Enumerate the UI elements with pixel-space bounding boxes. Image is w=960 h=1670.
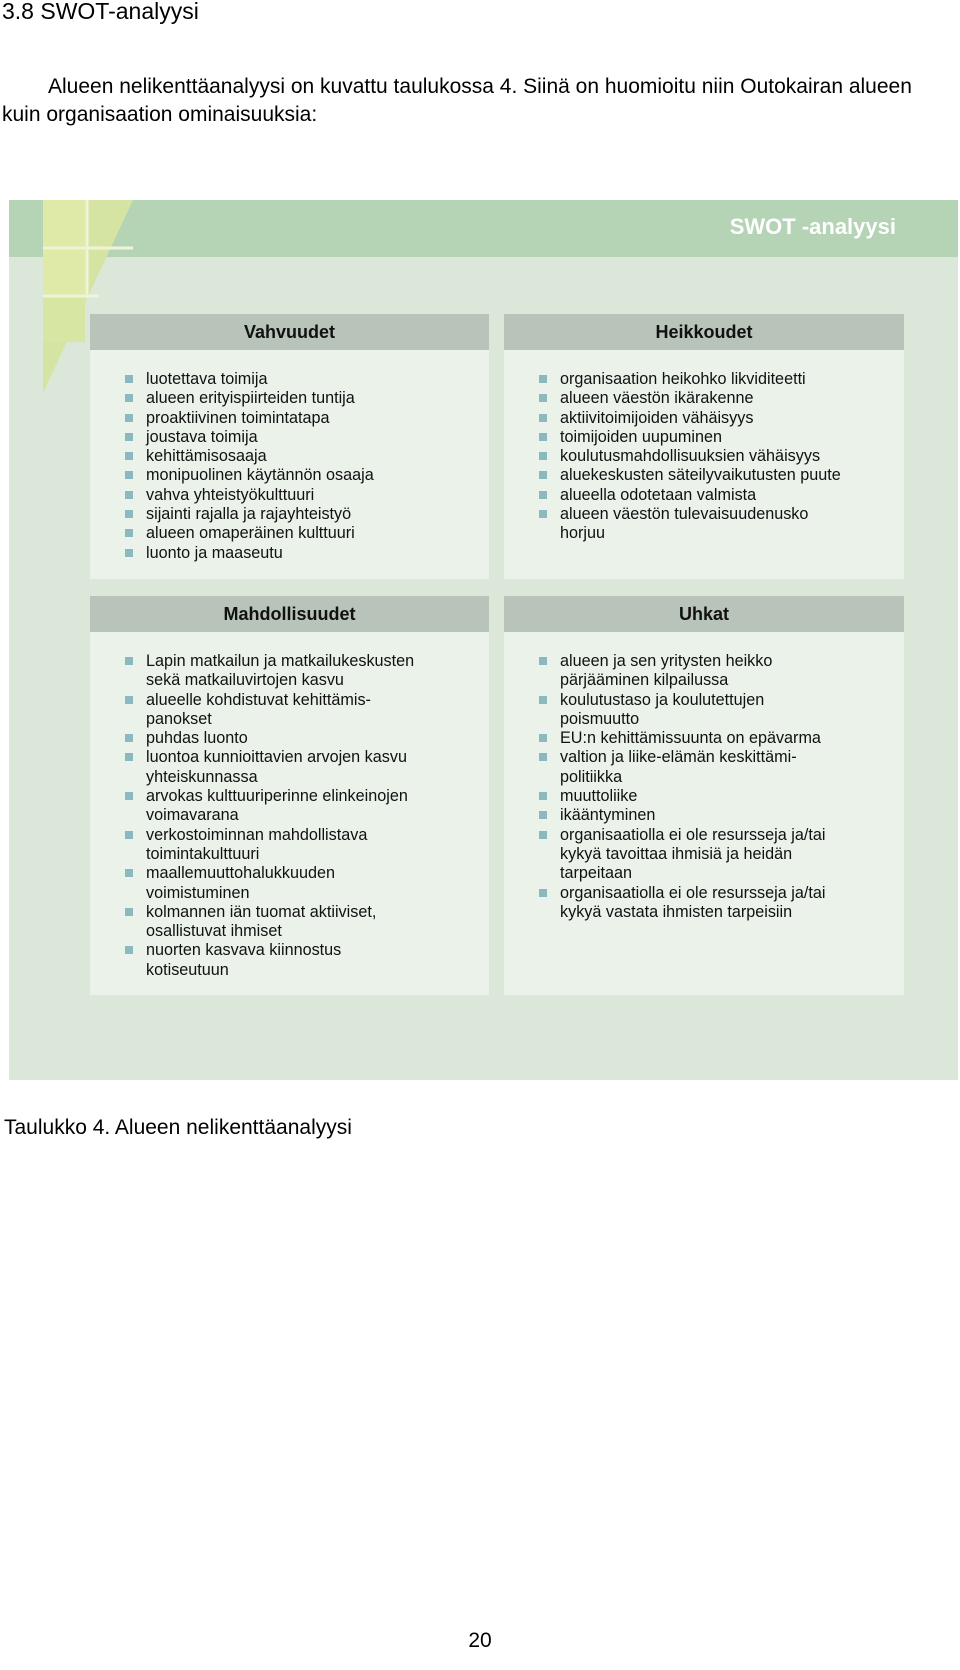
- threats-list: [504, 632, 904, 922]
- list-item: alueelle kohdistuvat kehittämis-panokset: [146, 691, 425, 730]
- swot-figure: [9, 200, 958, 1080]
- list-item: sijainti rajalla ja rajayhteistyö: [146, 505, 479, 524]
- opportunities-box: [90, 596, 489, 995]
- weaknesses-header: Heikkoudet: [504, 314, 904, 350]
- threats-header: Uhkat: [504, 596, 904, 632]
- list-item: luontoa kunnioittavien arvojen kasvu yhteiskunnassa: [146, 748, 425, 787]
- list-item: alueella odotetaan valmista: [560, 486, 844, 505]
- table-caption: Taulukko 4. Alueen nelikenttäanalyysi: [4, 1116, 352, 1139]
- list-item: alueen väestön ikärakenne: [560, 389, 844, 408]
- list-item: vahva yhteistyökulttuuri: [146, 486, 479, 505]
- list-item: aluekeskusten säteilyvaikutusten puute: [560, 466, 844, 485]
- list-item: puhdas luonto: [146, 729, 425, 748]
- list-item: verkostoiminnan mahdollistava toimintakulttuuri: [146, 826, 425, 865]
- weaknesses-list: [504, 350, 904, 544]
- list-item: luonto ja maaseutu: [146, 544, 479, 563]
- weaknesses-box: [504, 314, 904, 579]
- list-item: monipuolinen käytännön osaaja: [146, 466, 479, 485]
- list-item: EU:n kehittämissuunta on epävarma: [560, 729, 838, 748]
- swot-title: SWOT -analyysi: [729, 214, 896, 239]
- list-item: muuttoliike: [560, 787, 838, 806]
- list-item: kehittämisosaaja: [146, 447, 479, 466]
- list-item: valtion ja liike-elämän keskittämi-politiikka: [560, 748, 838, 787]
- list-item: luotettava toimija: [146, 370, 479, 389]
- list-item: toimijoiden uupuminen: [560, 428, 844, 447]
- page-number: 20: [468, 1629, 492, 1652]
- list-item: kolmannen iän tuomat aktiiviset, osallistuvat ihmiset: [146, 903, 425, 942]
- strengths-list: [90, 350, 489, 563]
- section-heading: 3.8 SWOT-analyysi: [2, 0, 199, 24]
- list-item: Lapin matkailun ja matkailukeskusten sekä matkailuvirtojen kasvu: [146, 652, 425, 691]
- list-item: alueen erityispiirteiden tuntija: [146, 389, 479, 408]
- strengths-header: Vahvuudet: [90, 314, 489, 350]
- threats-box: [504, 596, 904, 995]
- list-item: koulutustaso ja koulutettujen poismuutto: [560, 691, 838, 730]
- intro-paragraph: [2, 73, 942, 129]
- list-item: proaktiivinen toimintatapa: [146, 409, 479, 428]
- list-item: koulutusmahdollisuuksien vähäisyys: [560, 447, 844, 466]
- list-item: arvokas kulttuuriperinne elinkeinojen voimavarana: [146, 787, 425, 826]
- strengths-box: [90, 314, 489, 579]
- list-item: organisaatiolla ei ole resursseja ja/tai kykyä vastata ihmisten tarpeisiin: [560, 884, 838, 923]
- list-item: aktiivitoimijoiden vähäisyys: [560, 409, 844, 428]
- list-item: ikääntyminen: [560, 806, 838, 825]
- list-item: organisaation heikohko likviditeetti: [560, 370, 844, 389]
- list-item: organisaatiolla ei ole resursseja ja/tai kykyä tavoittaa ihmisiä ja heidän tarpeitaan: [560, 826, 838, 884]
- list-item: maallemuuttohalukkuuden voimistuminen: [146, 864, 425, 903]
- list-item: joustava toimija: [146, 428, 479, 447]
- opportunities-list: [90, 632, 489, 980]
- list-item: alueen omaperäinen kulttuuri: [146, 524, 479, 543]
- list-item: alueen väestön tulevaisuudenusko horjuu: [560, 505, 844, 544]
- intro-text: Alueen nelikenttäanalyysi on kuvattu taulukossa 4. Siinä on huomioitu niin Outokairan alueen kuin organisaation ominaisuuksia:: [2, 75, 912, 126]
- opportunities-header: Mahdollisuudet: [90, 596, 489, 632]
- list-item: alueen ja sen yritysten heikko pärjääminen kilpailussa: [560, 652, 838, 691]
- list-item: nuorten kasvava kiinnostus kotiseutuun: [146, 941, 425, 980]
